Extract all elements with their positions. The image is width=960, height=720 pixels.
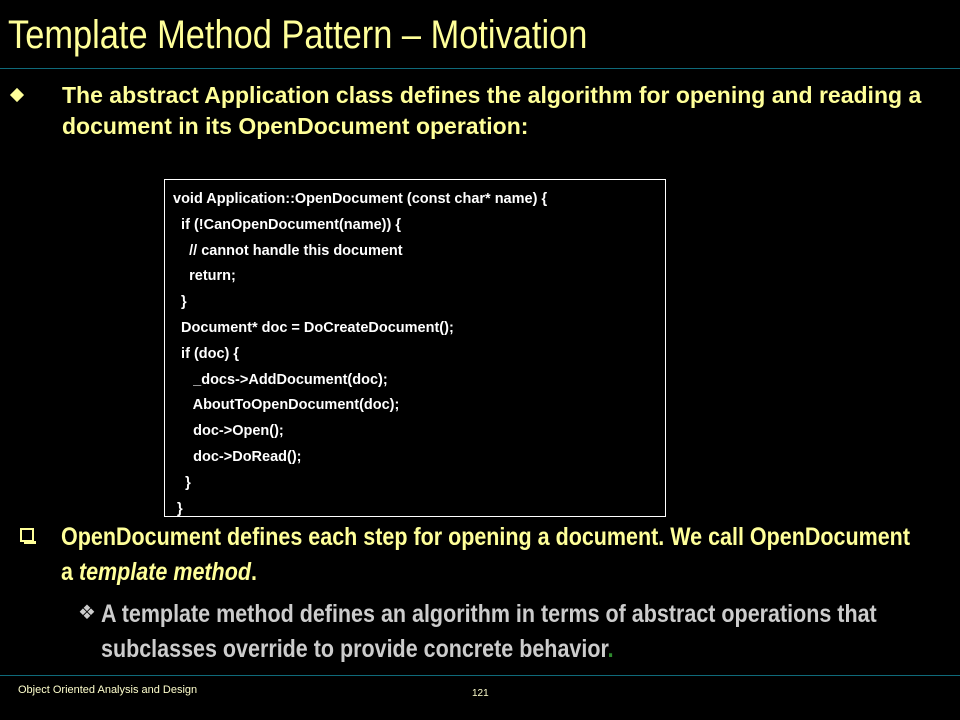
definition-period: . (607, 635, 614, 663)
code-block (164, 179, 666, 517)
slide-title: Template Method Pattern – Motivation (8, 13, 588, 57)
title-divider (0, 68, 960, 69)
sub-bullet-definition-text (101, 597, 960, 667)
bullet-main (10, 80, 950, 142)
code-line: doc->Open(); (173, 423, 284, 440)
checkbox-bullet-icon (20, 528, 34, 542)
template-method-term: template method (78, 558, 251, 586)
sub-bullet-definition (78, 597, 960, 667)
bullet-template-method-text (61, 520, 921, 590)
definition-body: A template method defines an algorithm in terms of abstract operations that subclasses override to provide concrete behavior (101, 600, 877, 663)
code-line: // cannot handle this document (173, 242, 403, 259)
code-line: } (173, 294, 187, 311)
bullet-main-text: The abstract Application class defines the algorithm for opening and reading a document in its OpenDocument operation: (62, 82, 922, 139)
star-bullet-icon: ❖ (78, 600, 96, 624)
bullet-template-method (20, 520, 950, 590)
code-line: return; (173, 268, 236, 285)
code-line: Document* doc = DoCreateDocument(); (173, 319, 454, 336)
code-line: if (!CanOpenDocument(name)) { (173, 216, 401, 233)
code-line: void Application::OpenDocument (const char* name) { (173, 191, 548, 207)
bullet-template-method-end: . (250, 558, 257, 586)
bullet-template-method-part1: OpenDocument defines each step for opening a document. We call OpenDocument a (61, 523, 910, 586)
page-number: 121 (472, 688, 489, 699)
footer-course-title: Object Oriented Analysis and Design (18, 684, 198, 696)
code-line: AboutToOpenDocument(doc); (173, 397, 400, 414)
code-line: doc->DoRead(); (173, 448, 302, 465)
code-line: if (doc) { (173, 345, 240, 362)
code-line: _docs->AddDocument(doc); (173, 371, 388, 388)
diamond-bullet-icon (10, 88, 24, 102)
footer-divider (0, 675, 960, 676)
code-line: } (173, 500, 183, 517)
code-line: } (173, 474, 191, 491)
